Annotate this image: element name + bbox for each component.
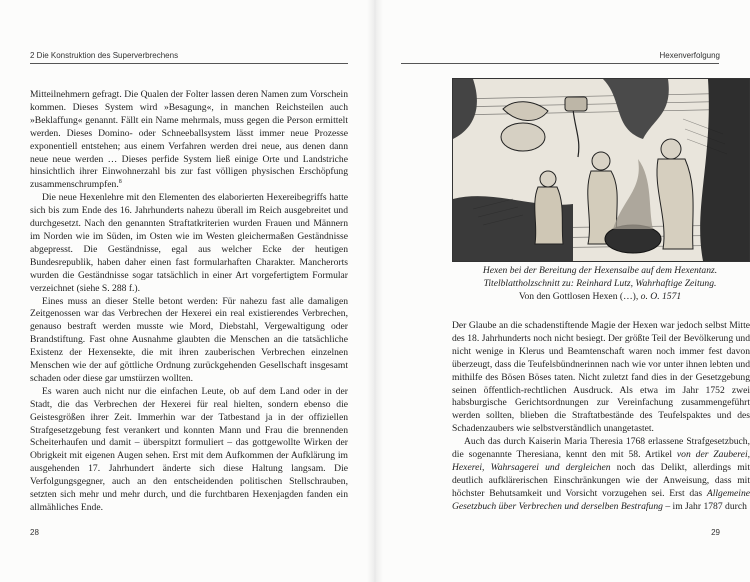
caption-line-3-plain: Von den Gottlosen Hexen (…), [518,290,641,302]
page-number-right: 29 [711,528,720,537]
paragraph-3: Eines muss an dieser Stelle betont werden: Für nahezu fast alle damaligen Zeitgenossen war das Verbrechen der Hexerei ein real existierendes Verbrechen, genauso bestraft werden musste wie Mord, Diebstahl, Vergewaltigung oder Brandstiftung. Fast ohne Ausnahme glaubten die Menschen an die tatsächliche Existenz der Hexensekte, die mit ihren zauberischen Verbrechen einzelnen Menschen wie der auf göttliche Ordnung zurückgehenden Gesellschaft insgesamt schaden oder diese gar umstürzen wollten. [30,295,348,384]
caption-line-1-text: Hexen bei der Bereitung der Hexensalbe auf dem Hexentanz. [482,265,718,276]
paragraph-6-italic-d: Allgemeine Gesetzbuch über Verbrechen und derselben Bestrafung [452,487,750,512]
page-number-left: 28 [30,528,39,537]
paragraph-6-text-c: noch das Delikt, allerdings mit deutlich aufklärerischen Einschränkungen wie der Anweisung, dass mit höchster Behutsamkeit und Vorsicht vorzugehen sei. Erst das [452,461,750,499]
running-head-left: 2 Die Konstruktion des Superverbrechens [30,51,179,60]
paragraph-6-text-e: – im Jahr 1787 durch [662,500,747,512]
right-body-text [452,320,750,514]
caption-line-2 [452,278,748,291]
running-head-right: Hexenverfolgung [659,51,720,60]
paragraph-2: Die neue Hexenlehre mit den Elementen des elaborierten Hexereibegriffs hatte sich bis zum Ende des 16. Jahrhunderts nahezu überall im Reich ausgebreitet und durchgesetzt. Nach den genannten Straftatkriterien wurden Frauen und Männern im Norden wie im Süden, im Osten wie im Westen gleichermaßen Geständnisse abgepresst. Die Geständnisse, egal aus welcher Ecke der heutigen Bundesrepublik, haben daher einen fast formularhaften Charakter. Mancherorts wurden die Geständnisse sogar tatsächlich in einer Art vorgefertigtem Formular verzeichnet (siehe S. 288 f.). [30,192,348,294]
footnote-marker: 8 [118,179,122,186]
paragraph-6-italic-b: von der Zauberei, Hexerei, Wahrsagerei und dergleichen [452,449,750,473]
woodcut-illustration [452,78,750,262]
header-rule-right [401,63,719,64]
book-gutter-shadow [367,0,383,582]
caption-line-2-text: Titelblattholzschnitt zu: Reinhard Lutz, Wahrhaftige Zeitung. [483,277,717,289]
paragraph-6-text-a: Auch das durch Kaiserin Maria Theresia 1768 erlassene Strafgesetzbuch, die sogenannte Theresiana, kennt den mit 58. Artikel [452,436,750,461]
caption-line-3-italic: o. O. 1571 [640,290,682,302]
paragraph-5: Der Glaube an die schadenstiftende Magie der Hexen war jedoch selbst Mitte des 18. Jahrhunderts noch nicht besiegt. Der größte Teil der Bevölkerung und nicht wenige in Klerus und Beamtenschaft waren noch immer fest davon überzeugt, dass die Teufelsbündnerinnen nach wie vor unter ihnen lebten und mithilfe des Bösen Böses taten. Nicht zuletzt fand dies in der Gesetzgebung seinen öffentlich-rechtlichen Ausdruck. Als etwa im Jahr 1752 zwei habsburgische Gerichtsordnungen zur Vereinfachung zusammengeführt werden sollten, blieben die Straftatbestände des Teufelspaktes und des Schadenzaubers wie selbstverständlich unangetastet. [452,320,750,435]
figure-caption [452,265,748,303]
caption-line-3 [452,291,748,304]
paragraph-4: Es waren auch nicht nur die einfachen Leute, ob auf dem Land oder in der Stadt, die das Verbrechen der Hexerei für real hielten, sondern ebenso die Geistesgrößen ihrer Zeit. Immerhin war der Tatbestand ja in der offiziellen Strafgesetzgebung fest verankert und konnten Mann und Frau die brennenden Scheiterhaufen und damit – überspitzt formuliert – das gottgewollte Wirken der Obrigkeit mit eigenen Augen sehen. Erst mit dem Aufkommen der Aufklärung im ausgehenden 17. Jahrhundert änderte sich diese Haltung langsam. Die Verfolgungsgegner, auch an den entscheidenden politischen Stellschrauben, setzten sich mehr und mehr durch, und die furchtbaren Hexenjagden fanden ein allmähliches Ende. [30,385,348,513]
paragraph-6 [452,436,750,513]
woodcut-image [453,79,749,261]
header-rule-left [30,63,348,64]
left-body-text [30,89,348,515]
paragraph-1 [30,89,348,192]
paragraph-1-text: Mitteilnehmern gefragt. Die Qualen der Folter lassen deren Namen zum Vorschein kommen. Dieses System wird »Besagung«, in manchen Reichsteilen auch »Beklaffung« genannt. Fällt ein Name mehrmals, muss gegen die Person ermittelt werden. Dieses Domino- oder Schneeballsystem lässt immer neue Prozesse exponentiell entstehen; aus einem Verfahren werden drei neue, aus denen dann neue neue werden … Dieses perfide System ließ einige Orte und Landstriche hinsichtlich ihrer Einwohnerzahl bis zur fast völligen physischen Erschöpfung zusammenschrumpfen. [30,89,348,191]
caption-line-1 [452,265,748,278]
